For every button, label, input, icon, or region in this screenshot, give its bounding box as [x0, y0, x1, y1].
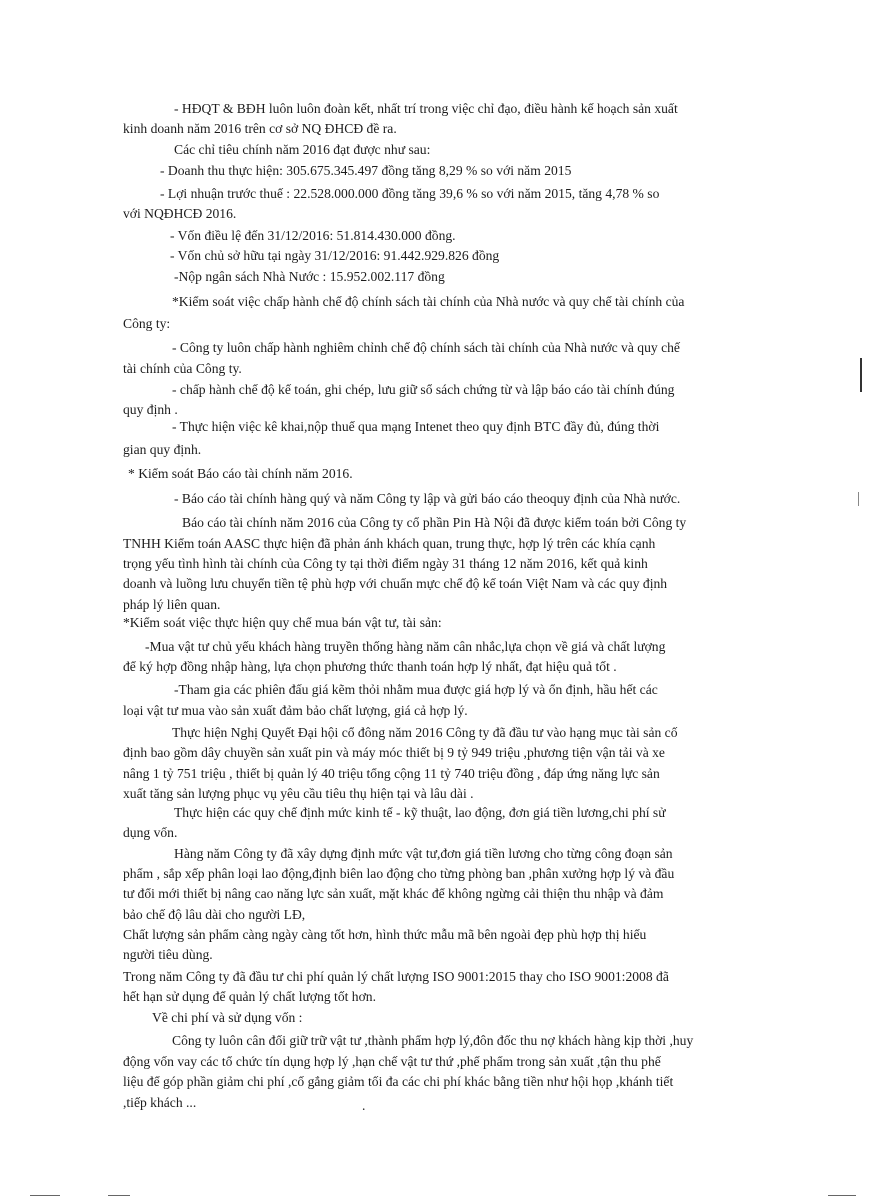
text-line: kinh doanh năm 2016 trên cơ sở NQ ĐHCĐ đề ra.: [123, 121, 397, 136]
text-line: Công ty:: [123, 316, 171, 331]
text-line: xuất tăng sản lượng phục vụ yêu cầu tiêu thụ hiện tại và lâu dài .: [123, 786, 474, 801]
text-line: Thực hiện Nghị Quyết Đại hội cổ đông năm 2016 Công ty đã đầu tư vào hạng mục tài sản cố: [172, 725, 678, 740]
text-line: bảo chế độ lâu dài cho người LĐ,: [123, 907, 306, 922]
text-line: Hàng năm Công ty đã xây dựng định mức vật tư,đơn giá tiền lương cho từng công đoạn sản: [174, 846, 673, 861]
text-line: doanh và luồng lưu chuyển tiền tệ phù hợp với chuẩn mực chế độ kế toán Việt Nam và các quy định: [123, 576, 668, 591]
text-line: - chấp hành chế độ kế toán, ghi chép, lưu giữ sổ sách chứng từ và lập báo cáo tài chính đúng: [172, 382, 675, 397]
text-line: * Kiểm soát Báo cáo tài chính năm 2016.: [128, 466, 353, 481]
text-line: *Kiểm soát việc thực hiện quy chế mua bán vật tư, tài sản:: [123, 615, 442, 630]
text-line: - Vốn điều lệ đến 31/12/2016: 51.814.430.000 đồng.: [170, 228, 456, 243]
text-line: - Thực hiện việc kê khai,nộp thuế qua mạng Intenet theo quy định BTC đầy đủ, đúng thời: [172, 419, 660, 434]
text-line: tài chính của Công ty.: [123, 361, 242, 376]
text-line: phẩm , sắp xếp phân loại lao động,định biên lao động cho từng phòng ban ,phân xưởng hợp lý và đầu: [123, 866, 675, 881]
stray-dot: .: [362, 1098, 366, 1113]
text-line: pháp lý liên quan.: [123, 597, 221, 612]
text-line: Về chi phí và sử dụng vốn :: [152, 1010, 303, 1025]
text-line: Báo cáo tài chính năm 2016 của Công ty cổ phần Pin Hà Nội đã được kiểm toán bởi Công ty: [182, 515, 687, 530]
text-line: quy định .: [123, 402, 178, 417]
text-line: ,tiếp khách ...: [123, 1095, 197, 1110]
text-line: gian quy định.: [123, 442, 202, 457]
text-line: - Lợi nhuận trước thuế : 22.528.000.000 đồng tăng 39,6 % so với năm 2015, tăng 4,78 % so: [160, 186, 660, 201]
scan-mark: [860, 358, 862, 392]
scan-mark: [30, 1195, 60, 1196]
text-line: -Tham gia các phiên đấu giá kẽm thỏi nhằm mua được giá hợp lý và ổn định, hầu hết các: [174, 682, 658, 697]
text-line: - Báo cáo tài chính hàng quý và năm Công ty lập và gửi báo cáo theoquy định của Nhà nước.: [174, 491, 681, 506]
text-line: - Vốn chủ sở hữu tại ngày 31/12/2016: 91.442.929.826 đồng: [170, 248, 500, 263]
text-line: loại vật tư mua vào sản xuất đảm bảo chất lượng, giá cả hợp lý.: [123, 703, 468, 718]
text-line: dụng vốn.: [123, 825, 178, 840]
text-line: trọng yếu tình hình tài chính của Công ty tại thời điểm ngày 31 tháng 12 năm 2016, kết quả kinh: [123, 556, 648, 571]
text-line: Các chỉ tiêu chính năm 2016 đạt được như sau:: [174, 142, 431, 157]
scan-mark: [828, 1195, 856, 1196]
text-line: -Mua vật tư chủ yếu khách hàng truyền thống hàng năm cân nhắc,lựa chọn về giá và chất lượng: [145, 639, 666, 654]
text-line: Trong năm Công ty đã đầu tư chi phí quản lý chất lượng ISO 9001:2015 thay cho ISO 9001:2008 đã: [123, 969, 669, 984]
text-line: - Doanh thu thực hiện: 305.675.345.497 đồng tăng 8,29 % so với năm 2015: [160, 163, 572, 178]
text-line: người tiêu dùng.: [123, 947, 213, 962]
scan-mark: [108, 1195, 130, 1196]
text-line: động vốn vay các tổ chức tín dụng hợp lý ,hạn chế vật tư thứ ,phế phẩm trong sản xuất ,tận thu phế: [123, 1054, 661, 1069]
text-line: tư đổi mới thiết bị nâng cao năng lực sản xuất, mặt khác để không ngừng cải thiện thu nhập và đảm: [123, 886, 664, 901]
text-line: Chất lượng sản phẩm càng ngày càng tốt hơn, hình thức mẫu mã bên ngoài đẹp phù hợp thị hiếu: [123, 927, 647, 942]
text-line: để ký hợp đồng nhập hàng, lựa chọn phương thức thanh toán hợp lý nhất, đạt hiệu quả tốt .: [123, 659, 617, 674]
text-line: TNHH Kiểm toán AASC thực hiện đã phản ánh khách quan, trung thực, hợp lý trên các khía cạnh: [123, 536, 656, 551]
text-line: - HĐQT & BĐH luôn luôn đoàn kết, nhất trí trong việc chỉ đạo, điều hành kế hoạch sản xuất: [174, 101, 678, 116]
text-line: Thực hiện các quy chế định mức kinh tế - kỹ thuật, lao động, đơn giá tiền lương,chi phí sử: [174, 805, 666, 820]
text-line: -Nộp ngân sách Nhà Nước : 15.952.002.117 đồng: [174, 269, 445, 284]
text-line: *Kiểm soát việc chấp hành chế độ chính sách tài chính của Nhà nước và quy chế tài chính của: [172, 294, 685, 309]
text-line: liệu để góp phần giảm chi phí ,cố gắng giảm tối đa các chi phí khác bằng tiền như hội họp ,khánh tiết: [123, 1074, 674, 1089]
text-line: định bao gồm dây chuyền sản xuất pin và máy móc thiết bị 9 tỷ 949 triệu ,phương tiện vận tải và xe: [123, 745, 665, 760]
scan-mark: [858, 492, 859, 506]
text-line: Công ty luôn cân đối giữ trữ vật tư ,thành phẩm hợp lý,đôn đốc thu nợ khách hàng kịp thời ,huy: [172, 1033, 694, 1048]
text-line: - Công ty luôn chấp hành nghiêm chỉnh chế độ chính sách tài chính của Nhà nước và quy chế: [172, 340, 680, 355]
text-line: hết hạn sử dụng để quản lý chất lượng tốt hơn.: [123, 989, 376, 1004]
text-line: nâng 1 tỷ 751 triệu , thiết bị quản lý 40 triệu tổng cộng 11 tỷ 740 triệu đồng , đáp ứng năng lực sản: [123, 766, 660, 781]
text-line: với NQĐHCĐ 2016.: [123, 206, 237, 221]
